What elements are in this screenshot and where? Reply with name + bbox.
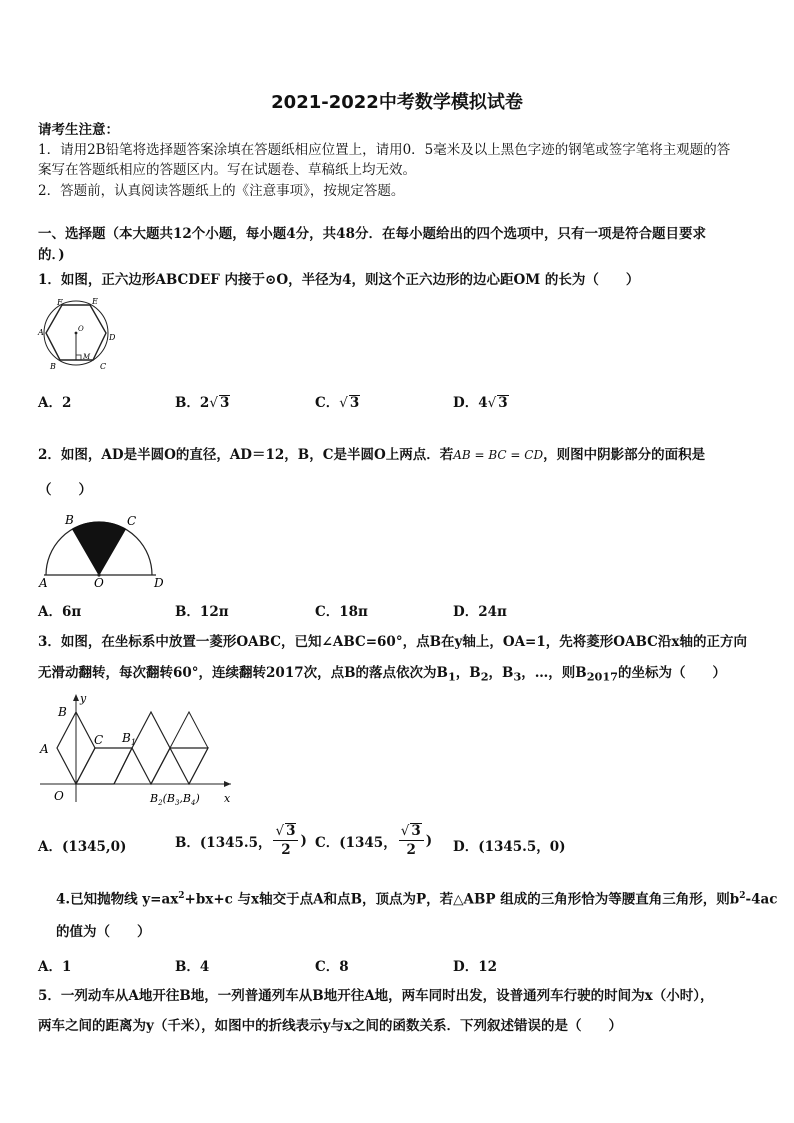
- q2-label-A: A: [39, 576, 48, 590]
- q2-arc-equation: AB = BC = CD: [453, 448, 544, 462]
- q1-option-a[interactable]: A．2: [38, 395, 72, 411]
- q3-label-y: y: [80, 692, 87, 705]
- q3-label-A: A: [40, 742, 49, 756]
- q4-option-c[interactable]: C．8: [315, 959, 349, 975]
- notice-heading: 请考生注意：: [38, 122, 119, 138]
- q1-label-E: E: [92, 297, 98, 306]
- q1-option-c[interactable]: C．√ 3: [315, 395, 360, 411]
- q4-stem-line2: 的值为（ ）: [56, 924, 151, 940]
- section1-line2: 的．): [38, 247, 65, 263]
- q3-label-x: x: [224, 792, 231, 805]
- q1-label-O: O: [78, 325, 84, 333]
- notice-line2: 案写在答题纸相应的答题区内。写在试题卷、草稿纸上均无效。: [38, 162, 416, 178]
- q1-stem: 1．如图，正六边形ABCDEF 内接于⊙O，半径为4，则这个正六边形的边心距OM 的长为（ ）: [38, 272, 640, 288]
- q4-stem: 4.已知抛物线 $y=ax^2+bx+c$ 与x轴交于点A和点B，顶点为P，若△ABP 组成的三角形恰为等腰直角三角形，则$b^2-4ac$: [56, 891, 778, 908]
- q2-semicircle-figure: [36, 508, 176, 590]
- q1-label-M: M: [83, 353, 91, 361]
- q5-stem-line1: 5．一列动车从A地开往B地，一列普通列车从B地开往A地，两车同时出发，设普通列车行驶的时间为x（小时），: [38, 988, 714, 1004]
- q2-option-d[interactable]: D．24π: [453, 604, 507, 620]
- q2-label-B: B: [65, 513, 74, 527]
- q4-option-b[interactable]: B．4: [175, 959, 210, 975]
- q2-paren: （ ）: [38, 482, 92, 498]
- q1-hexagon-figure: [36, 296, 126, 372]
- page-title: 2021-2022中考数学模拟试卷: [271, 92, 523, 113]
- q1-option-b[interactable]: B．2√ 3: [175, 395, 230, 411]
- q3-option-a[interactable]: A．(1345,0): [38, 839, 127, 855]
- notice-line1: 1．请用2B铅笔将选择题答案涂填在答题纸相应位置上，请用0．5毫米及以上黑色字迹的钢笔或签字笔将主观题的答: [38, 142, 731, 158]
- q1-label-B: B: [50, 362, 56, 371]
- q3-label-C: C: [94, 733, 104, 747]
- q2-option-a[interactable]: A．6π: [38, 604, 82, 620]
- q1-label-F: F: [57, 298, 63, 307]
- q1-label-D: D: [109, 333, 116, 342]
- section1-line1: 一、选择题（本大题共12个小题，每小题4分，共48分．在每小题给出的四个选项中，只有一项是符合题目要求: [38, 226, 706, 242]
- q4-option-d[interactable]: D．12: [453, 959, 498, 975]
- q3-stem-line2: 无滑动翻转，每次翻转60°，连续翻转2017次，点B的落点依次为$B_1$，$B_2$，$B_3$，…，则$B_{2017}$的坐标为（ ）: [38, 665, 726, 684]
- q1-label-C: C: [100, 362, 107, 371]
- notice-line3: 2．答题前，认真阅读答题纸上的《注意事项》，按规定答题。: [38, 183, 405, 199]
- q3-rhombus-figure: [36, 690, 246, 810]
- q3-label-B1: $B_1$: [122, 731, 136, 747]
- q5-stem-line2: 两车之间的距离为y（千米），如图中的折线表示y与x之间的函数关系．下列叙述错误的是（ ）: [38, 1018, 622, 1034]
- q3-option-b[interactable]: B．(1345.5， $\frac{√ 3}{2}$ ): [175, 823, 307, 858]
- q2-label-O: O: [94, 576, 104, 590]
- q2-label-D: D: [154, 576, 164, 590]
- q3-stem-line1: 3．如图，在坐标系中放置一菱形OABC，已知∠ABC=60°，点B在y轴上，OA=1，先将菱形OABC沿x轴的正方向: [38, 634, 747, 650]
- q3-label-B2: $B_2(B_3,B_4)$: [150, 792, 200, 807]
- q3-label-B: B: [58, 705, 67, 719]
- q4-option-a[interactable]: A．1: [38, 959, 72, 975]
- q3-label-O: O: [54, 789, 64, 803]
- q2-label-C: C: [127, 514, 137, 528]
- q3-option-d[interactable]: D．(1345.5，0): [453, 839, 566, 855]
- q2-option-c[interactable]: C．18π: [315, 604, 368, 620]
- q1-option-d[interactable]: D．4√ 3: [453, 395, 508, 411]
- q2-option-b[interactable]: B．12π: [175, 604, 229, 620]
- q1-label-A: A: [38, 328, 44, 337]
- q3-option-c[interactable]: C．(1345， $\frac{√ 3}{2}$ ): [315, 823, 433, 858]
- q2-stem: 2．如图，AD是半圆O的直径，AD＝12，B，C是半圆O上两点．若AB = BC = CD，则图中阴影部分的面积是: [38, 447, 706, 463]
